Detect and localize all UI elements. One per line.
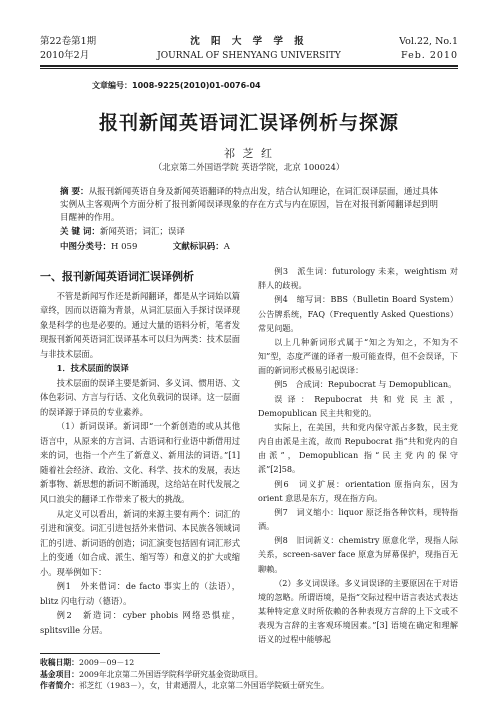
date-label: 2010年2月: [40, 50, 90, 61]
classification: [60, 241, 230, 254]
paragraph: 从定义可以看出，新词的来源主要有两个：词汇的引进和演变。词汇引进包括外来借词、本民族各领域词汇的引进、新词语的创造；词汇演变包括固有词汇形式上的变通（如合成、派生、缩写等）和意义的扩大或缩小。现举例如下：: [40, 508, 240, 577]
doc-code-label: 文献标识码：: [172, 242, 224, 252]
keywords-label: 关 键 词：: [60, 227, 100, 237]
paragraph: 例1 外来借词：de facto 事实上的（法语），blitz 闪电行动（德语）。: [40, 581, 240, 606]
footnote: [40, 669, 458, 681]
journal-title-en: JOURNAL OF SHENYANG UNIVERSITY: [157, 51, 341, 61]
keywords: [60, 226, 185, 239]
paragraph: 例7 词义缩小：liquor 原泛指各种饮料，现特指酒。: [258, 506, 458, 532]
paragraph: 例4 缩写词：BBS（Bulletin Board System）公告牌系统，FAQ（Frequently Asked Questions）常见问题。: [258, 294, 458, 333]
article-id: 文章编号：1008-9225(2010)01-0076-04: [92, 81, 261, 90]
footnote-text: 祁芝红（1983－），女，甘肃通渭人，北京第二外国语学院硕士研究生。: [78, 681, 329, 690]
footnote-label: 作者简介：: [40, 681, 79, 690]
footnotes: [40, 657, 458, 692]
author-affiliation: （北京第二外国语学院 英语学院，北京 100024）: [153, 163, 345, 173]
author-name: 祁 芝 红: [224, 147, 274, 160]
paragraph: 例5 合成词：Repubocrat 与 Demopublican。: [274, 379, 457, 390]
footnote-text: 2009年北京第二外国语学院科学研究基金资助项目。: [78, 669, 263, 679]
paragraph: 以上几种新词形式属于“知之为知之，不知为不知”型，态度严谨的译者一般可能查得，但不会误译，下面的新词形式极易引起误译：: [258, 336, 458, 376]
article-title: 报刊新闻英语词汇误译例析与探源: [98, 112, 399, 134]
paragraph: 技术层面的误译主要是新词、多义词、惯用语、文体色彩词、方言与行话、文化负载词的误译。这一层面的误译源于译员的专业素养。: [40, 377, 240, 417]
footnote-rule: [40, 653, 160, 654]
paragraph: （1）新词误译。新词即“一个新创造的或从其他语言中，从原来的方言词、古语词和行业语中新借用过来的词，也指一个产生了新意义、新用法的词语。”[1] 随着社会经济、政治、文化、科学、技术的发展，表达新事物、新思想的新词不断涌现，这给站在时代发展之风口浪尖的翻译工作带来了极大的挑战。: [40, 421, 240, 504]
section-heading: 一、报刊新闻英语词汇误译例析: [40, 270, 194, 283]
right-column: [258, 264, 458, 647]
paragraph: 例8 旧词新义：chemistry 原意化学，现指人际关系，screen-saver face 原意为屏幕保护，现指百无聊赖。: [258, 535, 458, 574]
abstract-text: 从报刊新闻英语自身及新闻英语翻译的特点出发，结合认知理论，在词汇误译层面，通过具体实例从主客观两个方面分析了报刊新闻误译现象的存在方式与内在原因，旨在对报刊新闻翻译起到明目醒神的作用。: [60, 187, 438, 223]
header-rule: [40, 65, 458, 67]
date-en-label: Feb. 2010: [401, 50, 458, 61]
footnote-text: 2009－09－12: [78, 658, 135, 667]
footnote: [40, 657, 458, 669]
keywords-text: 新闻英语；词汇；误译: [99, 227, 185, 237]
issue-label: 第22卷第1期: [40, 36, 97, 47]
volume-label: Vol.22, No.1: [399, 36, 458, 47]
paragraph: 例6 词义扩展：orientation 原指向东，因为 orient 意思是东方，现在指方向。: [258, 478, 458, 503]
classification-label: 中图分类号：: [60, 242, 112, 252]
journal-title-cn: 沈 阳 大 学 学 报: [190, 36, 308, 47]
footnote-label: 基金项目：: [40, 669, 79, 679]
classification-code: H 059: [111, 242, 138, 252]
abstract-label: 摘 要：: [60, 187, 89, 197]
abstract: [60, 186, 438, 225]
footnote: [40, 680, 458, 692]
footnote-label: 收稿日期：: [40, 658, 79, 667]
paragraph: 例2 新造词：cyber phobis 网络恐惧症，splitsville 分居。: [40, 610, 240, 635]
doc-code: A: [223, 242, 230, 252]
paragraph: 误译：Repubocrat 共和党民主派，Demopublican 民主共和党的。: [258, 393, 458, 418]
paragraph: 例3 派生词：futurology 未来，weightism 对胖人的歧视。: [258, 266, 458, 291]
paragraph: （2）多义词误译。多义词误译的主要原因在于对语境的忽略。所谓语境，是指“交际过程中语言表达式表达某种特定意义时所依赖的各种表现方言辞的上下文或不表现为言辞的主客观环境因素。”[3] 语境在确定和理解语义的过程中能够起: [258, 577, 458, 645]
paragraph: 实际上，在美国，共和党内保守派占多数，民主党内自由派是主流，故而 Repubocrat 指“共和党内的自由派”，Demopublican 指“民主党内的保守派”[2]58。: [258, 421, 458, 475]
header-rule-thin: [40, 68, 458, 69]
subsection-heading: 1．技术层面的误译: [56, 363, 129, 374]
left-column: [40, 264, 240, 637]
paragraph: 不管是新闻写作还是新闻翻译，都是从字词始以篇章终，因而以语篇为背景，从词汇层面入手探讨误译现象是科学的也是必要的。通过大量的语料分析，笔者发现报刊新闻英语词汇误译基本可以归为两类：技术层面与非技术层面。: [40, 290, 240, 359]
